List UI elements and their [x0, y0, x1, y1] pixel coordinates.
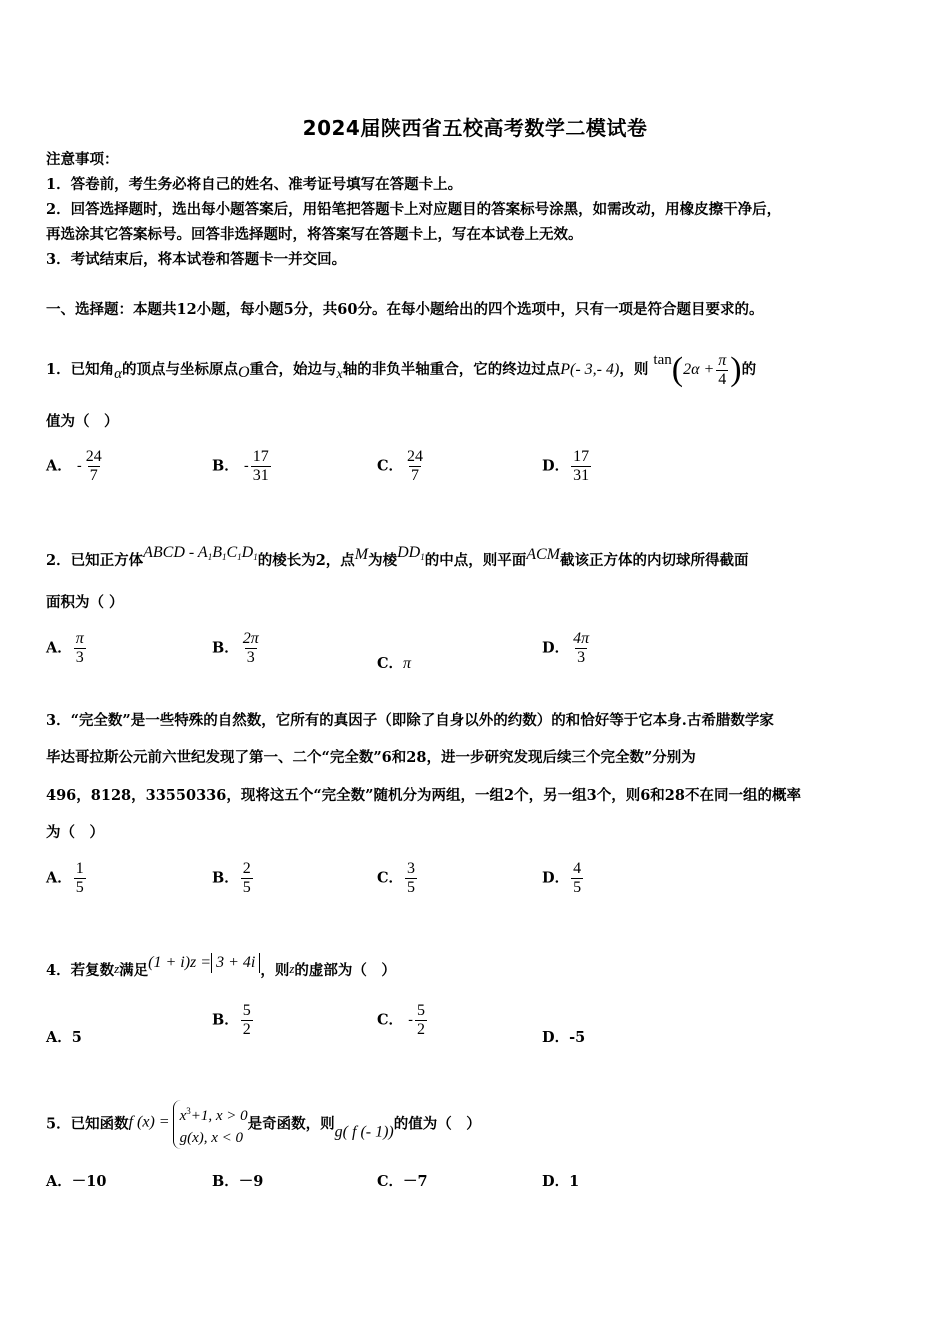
- option-b[interactable]: B．－9: [212, 1173, 264, 1190]
- question-1-stem-cont: 值为（ ）: [46, 413, 119, 430]
- option-b[interactable]: B． - $\frac{17}{31}$: [212, 448, 269, 484]
- option-b[interactable]: B． $\frac{5}{2}$: [212, 1002, 251, 1038]
- section-heading: 一、选择题：本题共12小题，每小题5分，共60分。在每小题给出的四个选项中，只有一项是符合题目要求的。: [46, 301, 764, 318]
- option-d[interactable]: D． $\frac{4\pi}{3}$: [542, 630, 590, 666]
- option-b[interactable]: B． $\frac{2}{5}$: [212, 860, 251, 896]
- option-d[interactable]: D． $\frac{17}{31}$: [542, 448, 590, 484]
- fraction: $\frac{\pi}{4}$: [718, 351, 727, 388]
- notice-item: 再选涂其它答案标号。回答非选择题时，将答案写在答题卡上，写在本试卷上无效。: [46, 226, 583, 243]
- option-c[interactable]: C． $\frac{24}{7}$: [377, 448, 424, 484]
- option-d[interactable]: D． $\frac{4}{5}$: [542, 860, 582, 896]
- notice-item: 2．回答选择题时，选出每小题答案后，用铅笔把答题卡上对应题目的答案标号涂黑，如需改动，用橡皮擦干净后，: [46, 201, 782, 218]
- question-3-stem: 3．“完全数”是一些特殊的自然数，它所有的真因子（即除了自身以外的约数）的和恰好等于它本身.古希腊数学家: [46, 712, 774, 729]
- question-3-stem: 为（ ）: [46, 824, 104, 841]
- notice-heading: 注意事项：: [46, 151, 119, 168]
- notice-item: 1．答卷前，考生务必将自己的姓名、准考证号填写在答题卡上。: [46, 176, 463, 193]
- question-2-stem: 2．已知正方体ABCD - $A_1B_1C_1D_1$的棱长为2，点M为棱$DD_1$的中点，则平面ACM截该正方体的内切球所得截面: [46, 544, 749, 569]
- option-a[interactable]: A．－10: [46, 1173, 107, 1190]
- option-a[interactable]: A． - $\frac{24}{7}$: [46, 448, 102, 484]
- question-2-stem-cont: 面积为（ ）: [46, 594, 124, 611]
- question-4-stem: 4．若复数z满足(1 + i)z = 3 + 4i ，则z的虚部为（ ）: [46, 954, 396, 979]
- option-c[interactable]: C．－7: [377, 1173, 428, 1190]
- option-c[interactable]: C． - $\frac{5}{2}$: [377, 1002, 426, 1038]
- option-d[interactable]: D．1: [542, 1173, 580, 1190]
- option-b[interactable]: B． $\frac{2\pi}{3}$: [212, 630, 259, 666]
- page-title: 2024届陕西省五校高考数学二模试卷: [302, 116, 648, 140]
- question-3-stem: 496，8128，33550336，现将这五个“完全数”随机分为两组，一组2个，另一组3个，则6和28不在同一组的概率: [46, 787, 801, 804]
- option-a[interactable]: A． $\frac{1}{5}$: [46, 860, 84, 896]
- option-d[interactable]: D．-5: [542, 1029, 586, 1046]
- option-c[interactable]: C． $\frac{3}{5}$: [377, 860, 416, 896]
- question-1-stem: 1．已知角α的顶点与坐标原点O重合，始边与x轴的非负半轴重合，它的终边过点P(- 3,- 4)，则 tan(2α + $\frac{\pi}{4}$ )的: [46, 351, 757, 388]
- piecewise-cases: $x^3+1$, x > 0 g(x), x < 0: [173, 1100, 248, 1149]
- option-c[interactable]: C．π: [377, 655, 412, 672]
- question-5-stem: 5．已知函数f $(x) = x^3+1$, x > 0 g(x), x < 0是奇函数，则g( f (- 1))的值为（ ）: [46, 1100, 481, 1149]
- option-a[interactable]: A． $\frac{\pi}{3}$: [46, 630, 84, 666]
- option-a[interactable]: A．5: [46, 1029, 82, 1046]
- question-3-stem: 毕达哥拉斯公元前六世纪发现了第一、二个“完全数”6和28，进一步研究发现后续三个完全数”分别为: [46, 749, 696, 766]
- notice-item: 3．考试结束后，将本试卷和答题卡一并交回。: [46, 251, 347, 268]
